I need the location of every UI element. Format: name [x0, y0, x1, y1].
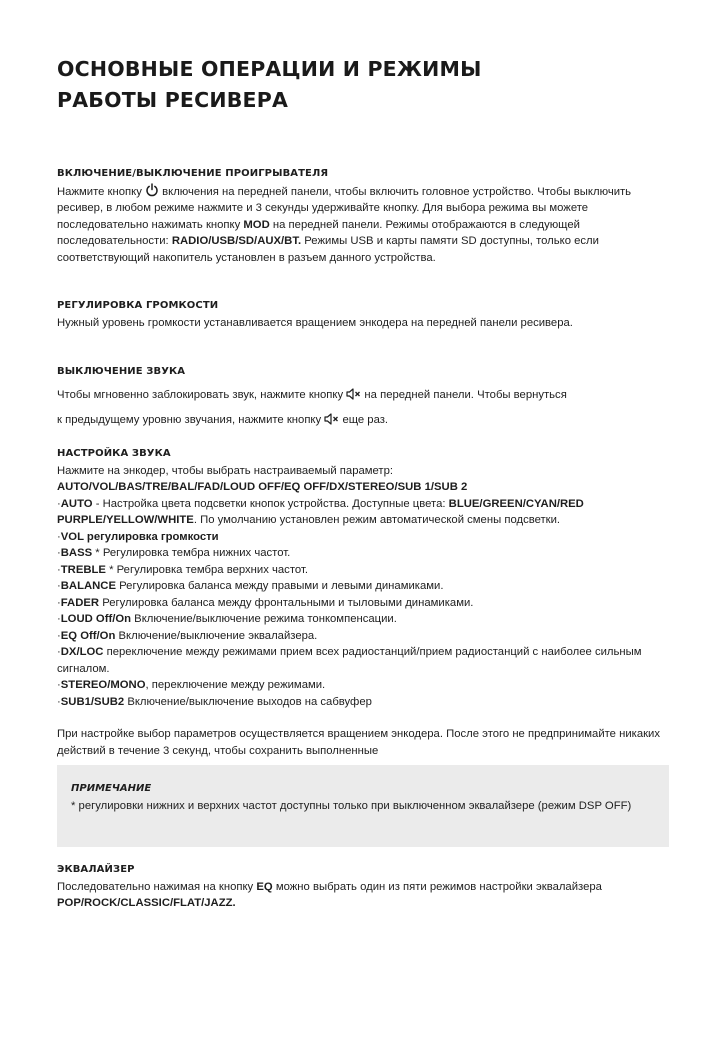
power-text-part: включения на передней панели, чтобы включить головное устройство. — [162, 185, 535, 198]
power-icon — [145, 183, 159, 197]
power-text-part: Режимы USB и карты памяти SD доступны, только если соответствующий накопитель установлен в разъем данного устройства. — [57, 235, 599, 264]
item-text: Включение/выключение режима тонкомпенсации. — [131, 613, 397, 625]
item-key: BALANCE — [60, 580, 116, 592]
item-text: переключение между режимами прием всех радиостанций/прием радиостанций с наиболее сильным сигналом. — [57, 646, 642, 675]
mute-text-line-1 — [57, 387, 669, 404]
sound-params — [57, 479, 669, 496]
list-item: ·AUTO - Настройка цвета подсветки кнопок устройства. Доступные цвета: BLUE/GREEN/CYAN/RED PURPLE/YELLOW/WHITE. По умолчанию установлен режим автоматической смены подсветки. — [57, 497, 584, 526]
list-item: ·TREBLE * Регулировка тембра верхних частот. — [57, 563, 308, 576]
item-key: VOL регулировка громкости — [60, 530, 219, 543]
power-text — [57, 183, 669, 267]
page-title-line-1: ОСНОВНЫЕ ОПЕРАЦИИ И РЕЖИМЫ — [57, 57, 482, 81]
equalizer-heading: ЭКВАЛАЙЗЕР — [57, 864, 135, 875]
item-key: EQ Off/On — [60, 629, 116, 642]
mute-text-part: на передней панели. Чтобы вернуться — [364, 388, 567, 401]
list-item: ·EQ Off/On Включение/выключение эквалайзера. — [57, 629, 318, 642]
page-title — [57, 54, 482, 116]
equalizer-text-part: можно выбрать один из пяти режимов настройки эквалайзера — [275, 880, 602, 893]
power-text-part: Нажмите кнопку — [57, 185, 142, 198]
item-text: - Настройка цвета подсветки кнопок устройства. Доступные цвета: — [92, 497, 449, 510]
mute-heading: ВЫКЛЮЧЕНИЕ ЗВУКА — [57, 366, 186, 377]
mod-button-label: MOD — [243, 218, 270, 231]
page-title-line-2: РАБОТЫ РЕСИВЕРА — [57, 88, 289, 112]
item-key: LOUD Off/On — [60, 613, 132, 625]
color-list: BLUE/GREEN/CYAN/RED PURPLE/YELLOW/WHITE — [57, 497, 584, 526]
item-key: BASS — [60, 547, 93, 559]
mode-sequence: RADIO/USB/SD/AUX/BT. — [171, 235, 302, 247]
eq-button-label: EQ — [256, 880, 273, 893]
mute-text-part: к предыдущему уровню звучания, нажмите кнопку — [57, 414, 322, 426]
mute-text-line-2 — [57, 412, 669, 429]
list-item: ·STEREO/MONO, переключение между режимами. — [57, 679, 326, 691]
sound-intro: Нажмите на энкодер, чтобы выбрать настраиваемый параметр: — [57, 464, 394, 477]
sound-heading: НАСТРОЙКА ЗВУКА — [57, 448, 171, 459]
item-text: Регулировка баланса между фронтальными и тыловыми динамиками. — [99, 596, 474, 609]
sound-section — [57, 446, 669, 759]
equalizer-text — [57, 879, 669, 912]
item-text: , переключение между режимами. — [145, 679, 326, 691]
mute-text-part: еще раз. — [342, 414, 389, 426]
item-key: TREBLE — [60, 563, 106, 576]
power-section — [57, 166, 669, 266]
item-text: * Регулировка тембра нижних частот. — [92, 547, 291, 559]
note-title: ПРИМЕЧАНИЕ — [71, 783, 152, 794]
power-heading: ВКЛЮЧЕНИЕ/ВЫКЛЮЧЕНИЕ ПРОИГРЫВАТЕЛЯ — [57, 168, 329, 179]
item-key: AUTO — [60, 497, 93, 510]
volume-text: Нужный уровень громкости устанавливается вращением энкодера на передней панели ресивера. — [57, 316, 573, 329]
power-text-part: на передней панели. Режимы отображаются в следующей последовательности: — [57, 218, 580, 247]
item-text: Регулировка баланса между правыми и левыми динамиками. — [116, 580, 444, 592]
item-key: STEREO/MONO — [60, 679, 146, 691]
list-item: ·SUB1/SUB2 Включение/выключение выходов на сабвуфер — [57, 695, 372, 708]
item-text: . По умолчанию установлен режим автоматической смены подсветки. — [193, 514, 561, 526]
sound-after-text: При настройке выбор параметров осуществляется вращением энкодера. После этого не предпринимайте никаких действий в течение 3 секунд, чтобы сохранить выполненные — [57, 728, 661, 757]
power-text-part: Чтобы выключить ресивер, в любом режиме нажмите и 3 секунды удерживайте кнопку. Для выбора режима вы можете последовательно нажимать кнопку — [57, 185, 632, 231]
item-text: Включение/выключение выходов на сабвуфер — [124, 695, 372, 708]
item-key: SUB1/SUB2 — [60, 695, 125, 708]
volume-heading: РЕГУЛИРОВКА ГРОМКОСТИ — [57, 300, 219, 311]
list-item: ·LOUD Off/On Включение/выключение режима тонкомпенсации. — [57, 613, 397, 625]
mute-icon — [346, 388, 361, 400]
mute-section — [57, 364, 669, 429]
list-item: ·VOL регулировка громкости — [57, 530, 219, 543]
item-key: DX/LOC — [60, 646, 104, 658]
mute-icon — [324, 413, 339, 425]
item-key: FADER — [60, 596, 100, 609]
eq-mode-list: POP/ROCK/CLASSIC/FLAT/JAZZ. — [57, 897, 236, 909]
equalizer-section — [57, 862, 669, 912]
note-text: * регулировки нижних и верхних частот доступны только при выключенном эквалайзере (режим DSP OFF) — [71, 799, 632, 812]
mute-text-part: Чтобы мгновенно заблокировать звук, нажмите кнопку — [57, 388, 344, 401]
equalizer-text-part: Последовательно нажимая на кнопку — [57, 880, 254, 893]
list-item: ·DX/LOC переключение между режимами прием всех радиостанций/прием радиостанций с наиболее сильным сигналом. — [57, 646, 642, 675]
item-text: * Регулировка тембра верхних частот. — [105, 563, 308, 576]
item-text: Включение/выключение эквалайзера. — [115, 629, 318, 642]
sound-items — [57, 496, 669, 711]
sound-params-list: AUTO/VOL/BAS/TRE/BAL/FAD/LOUD OFF/EQ OFF/DX/STEREO/SUB 1/SUB 2 — [57, 481, 468, 493]
list-item: ·FADER Регулировка баланса между фронтальными и тыловыми динамиками. — [57, 596, 474, 609]
list-item: ·BASS * Регулировка тембра нижних частот. — [57, 547, 291, 559]
volume-section — [57, 298, 669, 331]
list-item: ·BALANCE Регулировка баланса между правыми и левыми динамиками. — [57, 580, 444, 592]
note-box — [57, 765, 669, 847]
